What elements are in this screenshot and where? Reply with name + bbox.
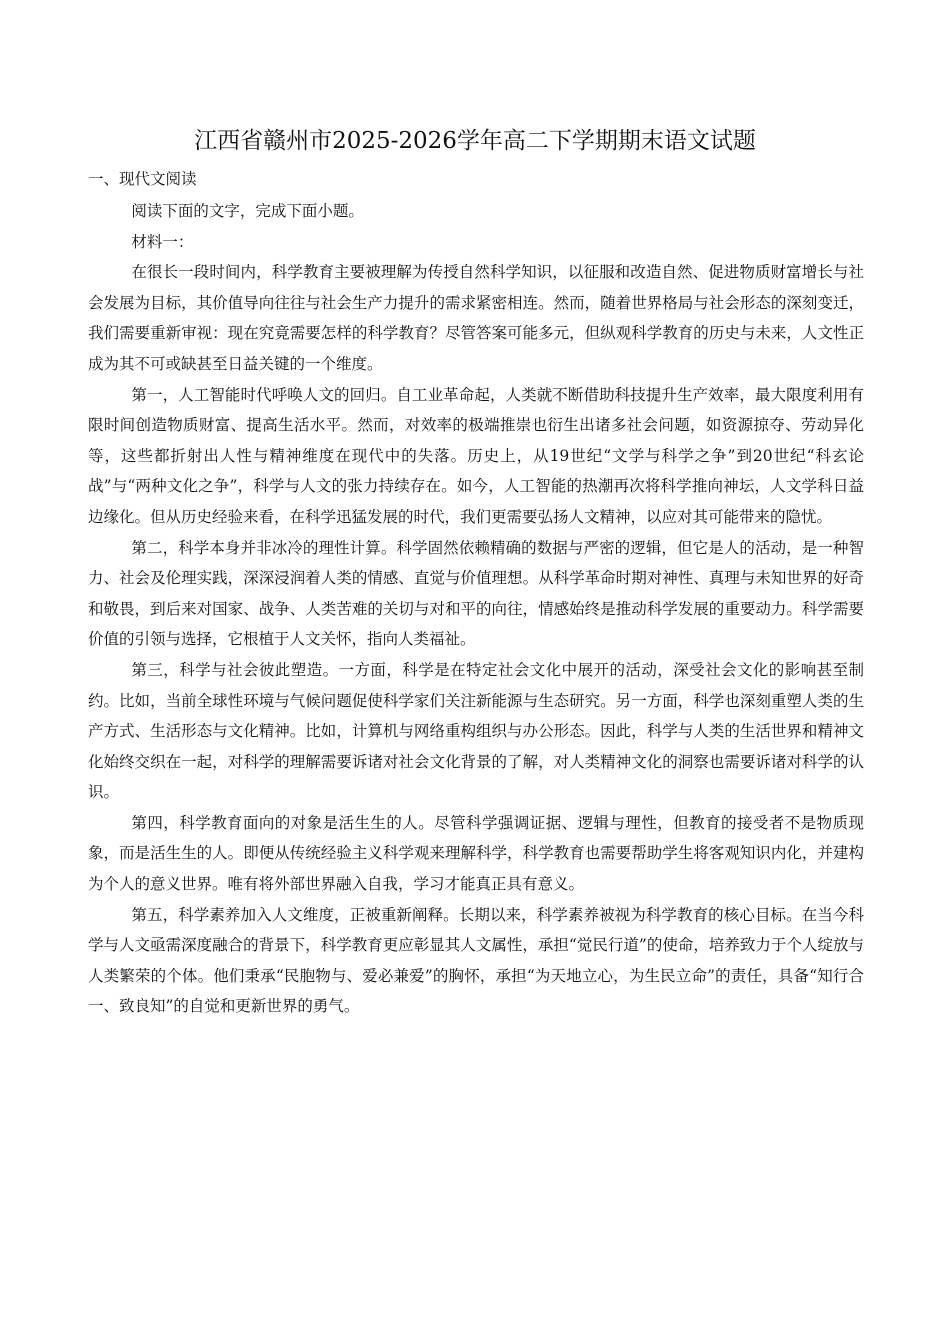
paragraph-third-point: 第三，科学与社会彼此塑造。一方面，科学是在特定社会文化中展开的活动，深受社会文化的影响甚至制约。比如，当前全球性环境与气候问题促使科学家们关注新能源与生态研究。另一方面，科学也深刻重塑人类的生产方式、生活形态与文化精神。比如，计算机与网络重构组织与办公形态。因此，科学与人类的生活世界和精神文化始终交织在一起，对科学的理解需要诉诸对社会文化背景的了解，对人类精神文化的洞察也需要诉诸对科学的认识。 <box>88 660 864 802</box>
instruction-text: 阅读下面的文字，完成下面小题。 <box>131 202 364 220</box>
paragraph-fourth-point: 第四，科学教育面向的对象是活生生的人。尽管科学强调证据、逻辑与理性，但教育的接受者不是物质现象，而是活生生的人。即便从传统经验主义科学观来理解科学，科学教育也需要帮助学生将客观知识内化，并建构为个人的意义世界。唯有将外部世界融入自我，学习才能真正具有意义。 <box>88 813 864 894</box>
reading-passage <box>88 196 864 1022</box>
section-heading: 一、现代文阅读 <box>88 170 197 188</box>
document-title: 江西省赣州市2025-2026学年高二下学期期末语文试题 <box>194 128 756 154</box>
paragraph-second-point: 第二，科学本身并非冰冷的理性计算。科学固然依赖精确的数据与严密的逻辑，但它是人的活动，是一种智力、社会及伦理实践，深深浸润着人类的情感、直觉与价值理想。从科学革命时期对神性、真理与未知世界的好奇和敬畏，到后来对国家、战争、人类苦难的关切与对和平的向往，情感始终是推动科学发展的重要动力。科学需要价值的引领与选择，它根植于人文关怀，指向人类福祉。 <box>88 538 864 649</box>
paragraph-first-point: 第一，人工智能时代呼唤人文的回归。自工业革命起，人类就不断借助科技提升生产效率，最大限度利用有限时间创造物质财富、提高生活水平。然而，对效率的极端推崇也衍生出诸多社会问题，如资源掠夺、劳动异化等，这些都折射出人性与精神维度在现代中的失落。历史上，从19世纪“文学与科学之争”到20世纪“科玄论战”与“两种文化之争”，科学与人文的张力持续存在。如今，人工智能的热潮再次将科学推向神坛，人文学科日益边缘化。但从历史经验来看，在科学迅猛发展的时代，我们更需要弘扬人文精神，以应对其可能带来的隐忧。 <box>88 385 864 526</box>
paragraph-fifth-point: 第五，科学素养加入人文维度，正被重新阐释。长期以来，科学素养被视为科学教育的核心目标。在当今科学与人文亟需深度融合的背景下，科学教育更应彰显其人文属性，承担“觉民行道”的使命，培养致力于个人绽放与人类繁荣的个体。他们秉承“民胞物与、爱必兼爱”的胸怀，承担“为天地立心，为生民立命”的责任，具备“知行合一、致良知”的自觉和更新世界的勇气。 <box>88 905 864 1016</box>
material-label: 材料一： <box>131 232 194 251</box>
paragraph-intro: 在很长一段时间内，科学教育主要被理解为传授自然科学知识，以征服和改造自然、促进物质财富增长与社会发展为目标，其价值导向往往与社会生产力提升的需求紧密相连。然而，随着世界格局与社会形态的深刻变迁，我们需要重新审视：现在究竟需要怎样的科学教育？尽管答案可能多元，但纵观科学教育的历史与未来，人文性正成为其不可或缺甚至日益关键的一个维度。 <box>88 263 864 373</box>
